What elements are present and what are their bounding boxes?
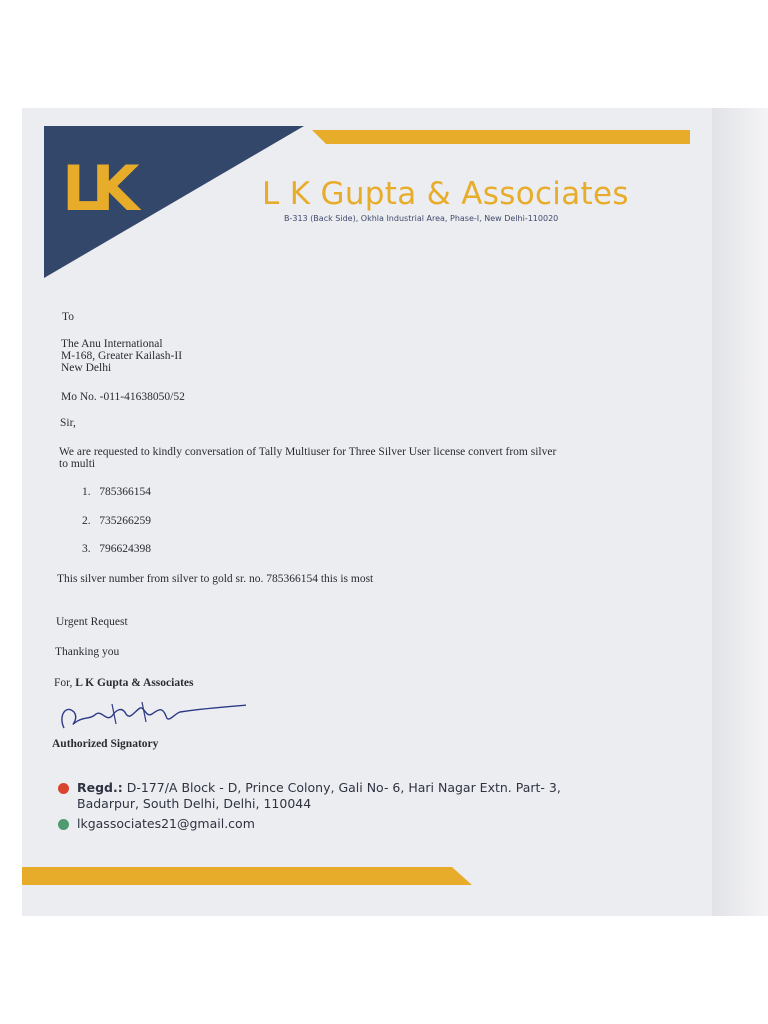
regd-label: Regd.: (77, 780, 123, 795)
list-number: 2. (82, 515, 91, 527)
logo-lk: LK (62, 152, 130, 225)
body-paragraph-line-1: We are requested to kindly conversation of Tally Multiuser for Three Silver User license convert from silver (59, 446, 557, 458)
list-number: 3. (82, 543, 91, 555)
for-prefix: For, (54, 677, 76, 689)
registered-address-line-2: Badarpur, South Delhi, Delhi, 110044 (77, 796, 312, 811)
regd-address: D-177/A Block - D, Prince Colony, Gali No- 6, Hari Nagar Extn. Part- 3, (122, 780, 561, 795)
company-address: B-313 (Back Side), Okhla Industrial Area, Phase-I, New Delhi-110020 (284, 214, 559, 223)
letter-page (22, 108, 712, 916)
location-pin-icon (58, 783, 69, 794)
signature-image (56, 698, 246, 736)
salutation: Sir, (60, 417, 76, 429)
email-icon (58, 819, 69, 830)
to-label: To (62, 311, 74, 323)
company-name: L K Gupta & Associates (262, 176, 629, 212)
thanking-you: Thanking you (55, 646, 120, 658)
license-number: 796624398 (99, 543, 151, 555)
recipient-name: The Anu International (61, 338, 163, 350)
registered-address-line-1 (77, 780, 561, 795)
list-number: 1. (82, 486, 91, 498)
gold-bottom-stripe (22, 867, 472, 885)
for-company-name: L K Gupta & Associates (75, 677, 194, 689)
for-company-line (54, 677, 193, 689)
page-shadow (712, 108, 768, 916)
license-number: 735266259 (99, 515, 151, 527)
list-item (82, 486, 151, 498)
recipient-address-2: New Delhi (61, 362, 112, 374)
authorized-signatory: Authorized Signatory (52, 738, 159, 750)
recipient-address-1: M-168, Greater Kailash-II (61, 350, 183, 362)
urgent-request: Urgent Request (56, 616, 128, 628)
body-note: This silver number from silver to gold sr. no. 785366154 this is most (57, 573, 374, 585)
footer-graphic (22, 863, 712, 893)
recipient-mobile: Mo No. -011-41638050/52 (61, 391, 185, 403)
license-number: 785366154 (99, 486, 151, 498)
list-item (82, 515, 151, 527)
email-address: lkgassociates21@gmail.com (77, 816, 255, 831)
list-item (82, 543, 151, 555)
body-paragraph-line-2: to multi (59, 458, 96, 470)
gold-top-stripe (312, 130, 690, 144)
